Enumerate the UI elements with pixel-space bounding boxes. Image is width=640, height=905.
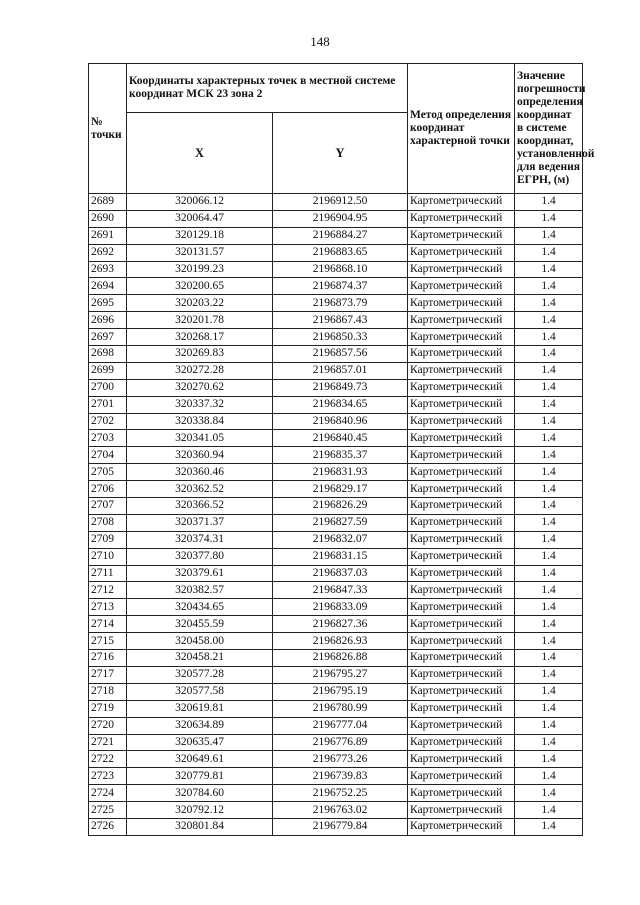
cell-x: 320269.83 bbox=[127, 346, 273, 363]
cell-x: 320458.00 bbox=[127, 633, 273, 650]
cell-point-number: 2705 bbox=[89, 464, 127, 481]
cell-x: 320371.37 bbox=[127, 514, 273, 531]
header-y: Y bbox=[273, 113, 408, 194]
cell-x: 320360.94 bbox=[127, 447, 273, 464]
cell-x: 320201.78 bbox=[127, 312, 273, 329]
cell-y: 2196867.43 bbox=[273, 312, 408, 329]
cell-error: 1.4 bbox=[515, 481, 583, 498]
cell-x: 320784.60 bbox=[127, 785, 273, 802]
cell-y: 2196834.65 bbox=[273, 396, 408, 413]
cell-x: 320792.12 bbox=[127, 802, 273, 819]
cell-x: 320801.84 bbox=[127, 818, 273, 835]
table-row bbox=[89, 447, 583, 464]
header-method: Метод определения координат характерной точки bbox=[408, 64, 515, 194]
header-point-number bbox=[89, 64, 127, 194]
cell-x: 320360.46 bbox=[127, 464, 273, 481]
cell-x: 320066.12 bbox=[127, 194, 273, 211]
cell-point-number: 2726 bbox=[89, 818, 127, 835]
table-row bbox=[89, 346, 583, 363]
cell-method: Картометрический bbox=[408, 498, 515, 515]
cell-method: Картометрический bbox=[408, 514, 515, 531]
cell-y: 2196826.93 bbox=[273, 633, 408, 650]
cell-error: 1.4 bbox=[515, 413, 583, 430]
cell-y: 2196833.09 bbox=[273, 599, 408, 616]
cell-point-number: 2716 bbox=[89, 650, 127, 667]
cell-point-number: 2701 bbox=[89, 396, 127, 413]
cell-x: 320577.28 bbox=[127, 666, 273, 683]
cell-method: Картометрический bbox=[408, 531, 515, 548]
cell-y: 2196857.01 bbox=[273, 362, 408, 379]
cell-point-number: 2718 bbox=[89, 683, 127, 700]
cell-method: Картометрический bbox=[408, 683, 515, 700]
table-row bbox=[89, 396, 583, 413]
cell-error: 1.4 bbox=[515, 633, 583, 650]
table-row bbox=[89, 818, 583, 835]
cell-y: 2196795.19 bbox=[273, 683, 408, 700]
cell-error: 1.4 bbox=[515, 548, 583, 565]
cell-error: 1.4 bbox=[515, 717, 583, 734]
header-point-label: точки bbox=[91, 128, 122, 141]
cell-error: 1.4 bbox=[515, 650, 583, 667]
cell-point-number: 2723 bbox=[89, 768, 127, 785]
cell-point-number: 2700 bbox=[89, 379, 127, 396]
cell-point-number: 2720 bbox=[89, 717, 127, 734]
table-row bbox=[89, 633, 583, 650]
cell-method: Картометрический bbox=[408, 329, 515, 346]
cell-method: Картометрический bbox=[408, 194, 515, 211]
cell-error: 1.4 bbox=[515, 295, 583, 312]
table-row bbox=[89, 194, 583, 211]
table-row bbox=[89, 261, 583, 278]
cell-x: 320374.31 bbox=[127, 531, 273, 548]
cell-point-number: 2707 bbox=[89, 498, 127, 515]
cell-method: Картометрический bbox=[408, 785, 515, 802]
table-row bbox=[89, 244, 583, 261]
table-row bbox=[89, 481, 583, 498]
cell-error: 1.4 bbox=[515, 785, 583, 802]
cell-error: 1.4 bbox=[515, 666, 583, 683]
cell-error: 1.4 bbox=[515, 683, 583, 700]
table-row bbox=[89, 599, 583, 616]
cell-y: 2196776.89 bbox=[273, 734, 408, 751]
table-body bbox=[89, 194, 583, 836]
cell-x: 320458.21 bbox=[127, 650, 273, 667]
cell-y: 2196837.03 bbox=[273, 565, 408, 582]
cell-method: Картометрический bbox=[408, 802, 515, 819]
cell-method: Картометрический bbox=[408, 396, 515, 413]
table-row bbox=[89, 362, 583, 379]
cell-y: 2196773.26 bbox=[273, 751, 408, 768]
cell-method: Картометрический bbox=[408, 700, 515, 717]
cell-error: 1.4 bbox=[515, 734, 583, 751]
cell-point-number: 2725 bbox=[89, 802, 127, 819]
cell-x: 320649.61 bbox=[127, 751, 273, 768]
cell-point-number: 2697 bbox=[89, 329, 127, 346]
cell-error: 1.4 bbox=[515, 362, 583, 379]
cell-y: 2196904.95 bbox=[273, 210, 408, 227]
cell-x: 320455.59 bbox=[127, 616, 273, 633]
cell-point-number: 2719 bbox=[89, 700, 127, 717]
table-row bbox=[89, 413, 583, 430]
cell-x: 320129.18 bbox=[127, 227, 273, 244]
cell-x: 320377.80 bbox=[127, 548, 273, 565]
cell-error: 1.4 bbox=[515, 582, 583, 599]
cell-y: 2196779.84 bbox=[273, 818, 408, 835]
coordinates-table bbox=[88, 63, 595, 836]
cell-point-number: 2712 bbox=[89, 582, 127, 599]
cell-point-number: 2690 bbox=[89, 210, 127, 227]
cell-error: 1.4 bbox=[515, 751, 583, 768]
cell-method: Картометрический bbox=[408, 650, 515, 667]
cell-method: Картометрический bbox=[408, 379, 515, 396]
cell-y: 2196912.50 bbox=[273, 194, 408, 211]
cell-point-number: 2703 bbox=[89, 430, 127, 447]
cell-error: 1.4 bbox=[515, 227, 583, 244]
cell-error: 1.4 bbox=[515, 312, 583, 329]
cell-x: 320634.89 bbox=[127, 717, 273, 734]
table-row bbox=[89, 751, 583, 768]
cell-point-number: 2724 bbox=[89, 785, 127, 802]
cell-error: 1.4 bbox=[515, 329, 583, 346]
cell-x: 320337.32 bbox=[127, 396, 273, 413]
cell-error: 1.4 bbox=[515, 464, 583, 481]
cell-method: Картометрический bbox=[408, 818, 515, 835]
cell-point-number: 2694 bbox=[89, 278, 127, 295]
cell-y: 2196832.07 bbox=[273, 531, 408, 548]
cell-x: 320199.23 bbox=[127, 261, 273, 278]
cell-x: 320338.84 bbox=[127, 413, 273, 430]
cell-x: 320635.47 bbox=[127, 734, 273, 751]
cell-error: 1.4 bbox=[515, 244, 583, 261]
cell-method: Картометрический bbox=[408, 464, 515, 481]
cell-method: Картометрический bbox=[408, 666, 515, 683]
cell-x: 320379.61 bbox=[127, 565, 273, 582]
table-row bbox=[89, 430, 583, 447]
cell-method: Картометрический bbox=[408, 362, 515, 379]
table-row bbox=[89, 329, 583, 346]
cell-method: Картометрический bbox=[408, 633, 515, 650]
table-header bbox=[89, 64, 595, 194]
cell-x: 320366.52 bbox=[127, 498, 273, 515]
cell-point-number: 2709 bbox=[89, 531, 127, 548]
cell-method: Картометрический bbox=[408, 751, 515, 768]
cell-point-number: 2708 bbox=[89, 514, 127, 531]
cell-y: 2196763.02 bbox=[273, 802, 408, 819]
cell-point-number: 2711 bbox=[89, 565, 127, 582]
cell-point-number: 2706 bbox=[89, 481, 127, 498]
header-error-value: Значение погрешности определения координат в системе координат, установленной для ведения ЕГРН, (м) bbox=[515, 64, 583, 194]
cell-point-number: 2692 bbox=[89, 244, 127, 261]
cell-point-number: 2714 bbox=[89, 616, 127, 633]
cell-point-number: 2713 bbox=[89, 599, 127, 616]
cell-error: 1.4 bbox=[515, 396, 583, 413]
header-coordinates: Координаты характерных точек в местной системе координат МСК 23 зона 2 bbox=[127, 64, 408, 113]
cell-method: Картометрический bbox=[408, 227, 515, 244]
cell-point-number: 2698 bbox=[89, 346, 127, 363]
cell-method: Картометрический bbox=[408, 734, 515, 751]
table-row bbox=[89, 717, 583, 734]
table-row bbox=[89, 683, 583, 700]
cell-point-number: 2695 bbox=[89, 295, 127, 312]
cell-method: Картометрический bbox=[408, 481, 515, 498]
cell-error: 1.4 bbox=[515, 700, 583, 717]
cell-method: Картометрический bbox=[408, 616, 515, 633]
cell-error: 1.4 bbox=[515, 346, 583, 363]
table-row bbox=[89, 531, 583, 548]
table-row bbox=[89, 514, 583, 531]
cell-method: Картометрический bbox=[408, 346, 515, 363]
cell-x: 320341.05 bbox=[127, 430, 273, 447]
cell-method: Картометрический bbox=[408, 599, 515, 616]
cell-y: 2196795.27 bbox=[273, 666, 408, 683]
cell-error: 1.4 bbox=[515, 447, 583, 464]
cell-point-number: 2691 bbox=[89, 227, 127, 244]
cell-error: 1.4 bbox=[515, 194, 583, 211]
cell-error: 1.4 bbox=[515, 430, 583, 447]
cell-x: 320270.62 bbox=[127, 379, 273, 396]
cell-error: 1.4 bbox=[515, 261, 583, 278]
table-row bbox=[89, 565, 583, 582]
cell-y: 2196826.29 bbox=[273, 498, 408, 515]
cell-method: Картометрический bbox=[408, 210, 515, 227]
cell-x: 320382.57 bbox=[127, 582, 273, 599]
cell-point-number: 2704 bbox=[89, 447, 127, 464]
cell-x: 320619.81 bbox=[127, 700, 273, 717]
table-row bbox=[89, 210, 583, 227]
cell-point-number: 2717 bbox=[89, 666, 127, 683]
cell-y: 2196826.88 bbox=[273, 650, 408, 667]
cell-error: 1.4 bbox=[515, 278, 583, 295]
table-row bbox=[89, 582, 583, 599]
cell-point-number: 2696 bbox=[89, 312, 127, 329]
cell-y: 2196849.73 bbox=[273, 379, 408, 396]
table-row bbox=[89, 616, 583, 633]
cell-x: 320272.28 bbox=[127, 362, 273, 379]
cell-y: 2196780.99 bbox=[273, 700, 408, 717]
table-row bbox=[89, 227, 583, 244]
cell-error: 1.4 bbox=[515, 818, 583, 835]
cell-error: 1.4 bbox=[515, 599, 583, 616]
cell-point-number: 2702 bbox=[89, 413, 127, 430]
cell-error: 1.4 bbox=[515, 514, 583, 531]
cell-x: 320131.57 bbox=[127, 244, 273, 261]
header-number-sign: № bbox=[91, 115, 103, 128]
cell-method: Картометрический bbox=[408, 244, 515, 261]
cell-y: 2196840.96 bbox=[273, 413, 408, 430]
header-x: X bbox=[127, 113, 273, 194]
table-row bbox=[89, 650, 583, 667]
table-row bbox=[89, 464, 583, 481]
cell-y: 2196739.83 bbox=[273, 768, 408, 785]
cell-point-number: 2715 bbox=[89, 633, 127, 650]
table-row bbox=[89, 785, 583, 802]
cell-y: 2196777.04 bbox=[273, 717, 408, 734]
cell-error: 1.4 bbox=[515, 802, 583, 819]
table-row bbox=[89, 379, 583, 396]
table-row bbox=[89, 802, 583, 819]
cell-x: 320362.52 bbox=[127, 481, 273, 498]
cell-method: Картометрический bbox=[408, 312, 515, 329]
page-number: 148 bbox=[310, 34, 330, 49]
cell-x: 320268.17 bbox=[127, 329, 273, 346]
cell-error: 1.4 bbox=[515, 379, 583, 396]
table-row bbox=[89, 666, 583, 683]
cell-x: 320203.22 bbox=[127, 295, 273, 312]
cell-point-number: 2721 bbox=[89, 734, 127, 751]
cell-error: 1.4 bbox=[515, 210, 583, 227]
cell-point-number: 2699 bbox=[89, 362, 127, 379]
cell-y: 2196752.25 bbox=[273, 785, 408, 802]
cell-point-number: 2689 bbox=[89, 194, 127, 211]
cell-y: 2196827.59 bbox=[273, 514, 408, 531]
cell-method: Картометрический bbox=[408, 430, 515, 447]
cell-y: 2196835.37 bbox=[273, 447, 408, 464]
cell-error: 1.4 bbox=[515, 616, 583, 633]
cell-method: Картометрический bbox=[408, 447, 515, 464]
cell-x: 320064.47 bbox=[127, 210, 273, 227]
cell-error: 1.4 bbox=[515, 768, 583, 785]
cell-error: 1.4 bbox=[515, 565, 583, 582]
table-row bbox=[89, 312, 583, 329]
cell-method: Картометрический bbox=[408, 565, 515, 582]
cell-x: 320434.65 bbox=[127, 599, 273, 616]
cell-y: 2196868.10 bbox=[273, 261, 408, 278]
cell-method: Картометрический bbox=[408, 261, 515, 278]
table-row bbox=[89, 498, 583, 515]
cell-method: Картометрический bbox=[408, 717, 515, 734]
cell-method: Картометрический bbox=[408, 278, 515, 295]
cell-x: 320200.65 bbox=[127, 278, 273, 295]
cell-y: 2196857.56 bbox=[273, 346, 408, 363]
cell-method: Картометрический bbox=[408, 548, 515, 565]
cell-error: 1.4 bbox=[515, 498, 583, 515]
table-row bbox=[89, 278, 583, 295]
cell-y: 2196827.36 bbox=[273, 616, 408, 633]
cell-y: 2196850.33 bbox=[273, 329, 408, 346]
cell-method: Картометрический bbox=[408, 295, 515, 312]
cell-point-number: 2693 bbox=[89, 261, 127, 278]
cell-y: 2196840.45 bbox=[273, 430, 408, 447]
cell-error: 1.4 bbox=[515, 531, 583, 548]
table-row bbox=[89, 700, 583, 717]
cell-point-number: 2710 bbox=[89, 548, 127, 565]
cell-x: 320779.81 bbox=[127, 768, 273, 785]
cell-point-number: 2722 bbox=[89, 751, 127, 768]
table-row bbox=[89, 768, 583, 785]
table-row bbox=[89, 734, 583, 751]
cell-y: 2196883.65 bbox=[273, 244, 408, 261]
cell-y: 2196831.15 bbox=[273, 548, 408, 565]
cell-y: 2196873.79 bbox=[273, 295, 408, 312]
cell-method: Картометрический bbox=[408, 413, 515, 430]
cell-method: Картометрический bbox=[408, 582, 515, 599]
cell-method: Картометрический bbox=[408, 768, 515, 785]
table-row bbox=[89, 295, 583, 312]
cell-y: 2196874.37 bbox=[273, 278, 408, 295]
cell-y: 2196829.17 bbox=[273, 481, 408, 498]
cell-y: 2196884.27 bbox=[273, 227, 408, 244]
cell-x: 320577.58 bbox=[127, 683, 273, 700]
cell-y: 2196831.93 bbox=[273, 464, 408, 481]
table-row bbox=[89, 548, 583, 565]
cell-y: 2196847.33 bbox=[273, 582, 408, 599]
